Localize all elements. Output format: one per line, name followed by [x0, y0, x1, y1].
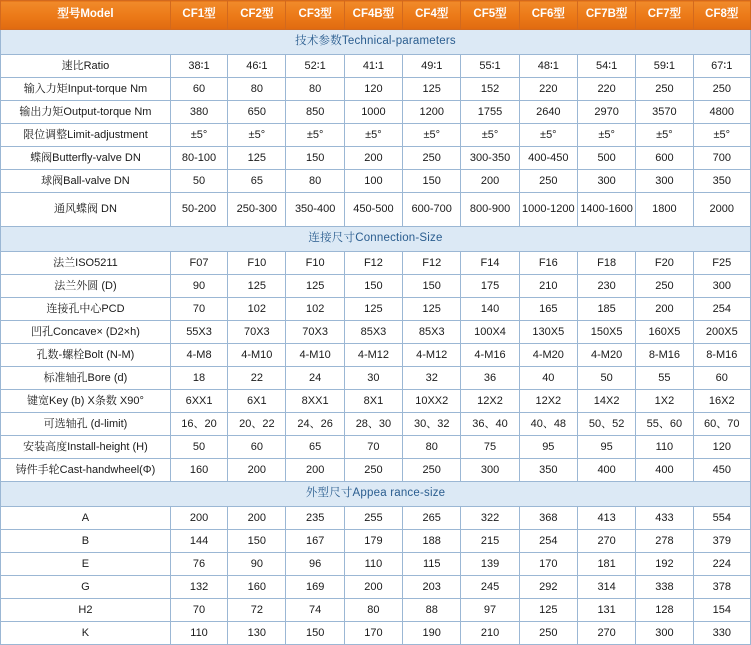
table-body: [1, 1, 751, 645]
cell-3: 125: [286, 275, 344, 298]
cell-10: 67∶1: [693, 55, 750, 78]
cell-5: 1200: [403, 101, 461, 124]
cell-9: 3570: [636, 101, 693, 124]
cell-7: 210: [519, 275, 577, 298]
cell-3: 350-400: [286, 193, 344, 227]
cell-5: 125: [403, 298, 461, 321]
cell-4: 179: [344, 530, 402, 553]
cell-7: 220: [519, 78, 577, 101]
table-row: [1, 252, 751, 275]
header-model-1: CF1型: [170, 1, 227, 30]
cell-5: 600-700: [403, 193, 461, 227]
cell-2: 20、22: [228, 413, 286, 436]
cell-8: 230: [577, 275, 635, 298]
cell-4: 30: [344, 367, 402, 390]
row-label: 通风蝶阀 DN: [1, 193, 171, 227]
cell-2: 200: [228, 507, 286, 530]
cell-1: 18: [170, 367, 227, 390]
cell-9: 200: [636, 298, 693, 321]
cell-8: 220: [577, 78, 635, 101]
row-label: E: [1, 553, 171, 576]
cell-8: 185: [577, 298, 635, 321]
cell-6: 175: [461, 275, 519, 298]
cell-3: 80: [286, 170, 344, 193]
row-label: 安装高度Install-height (H): [1, 436, 171, 459]
cell-10: F25: [693, 252, 750, 275]
cell-5: 250: [403, 147, 461, 170]
cell-6: 139: [461, 553, 519, 576]
cell-6: 152: [461, 78, 519, 101]
row-label: 标准轴孔Bore (d): [1, 367, 171, 390]
table-row: [1, 147, 751, 170]
cell-4: 4-M12: [344, 344, 402, 367]
cell-4: 200: [344, 147, 402, 170]
cell-10: 60、70: [693, 413, 750, 436]
cell-3: 102: [286, 298, 344, 321]
cell-10: 450: [693, 459, 750, 482]
cell-6: 140: [461, 298, 519, 321]
cell-9: 338: [636, 576, 693, 599]
row-label: 铸件手轮Cast-handwheel(Φ): [1, 459, 171, 482]
cell-2: 70X3: [228, 321, 286, 344]
cell-7: 4-M20: [519, 344, 577, 367]
cell-6: 4-M16: [461, 344, 519, 367]
cell-3: 24: [286, 367, 344, 390]
header-model-4: CF4B型: [344, 1, 402, 30]
section-banner-3: [1, 482, 751, 507]
cell-8: 400: [577, 459, 635, 482]
cell-7: 400-450: [519, 147, 577, 170]
cell-5: 115: [403, 553, 461, 576]
cell-6: 200: [461, 170, 519, 193]
cell-8: 131: [577, 599, 635, 622]
cell-7: 48∶1: [519, 55, 577, 78]
table-row: [1, 101, 751, 124]
cell-5: 88: [403, 599, 461, 622]
cell-9: 59∶1: [636, 55, 693, 78]
cell-3: 52∶1: [286, 55, 344, 78]
cell-5: 125: [403, 78, 461, 101]
cell-4: 110: [344, 553, 402, 576]
cell-10: 700: [693, 147, 750, 170]
cell-1: 6XX1: [170, 390, 227, 413]
cell-7: 95: [519, 436, 577, 459]
row-label: 凹孔Concave× (D2×h): [1, 321, 171, 344]
row-label: K: [1, 622, 171, 645]
cell-8: 1400-1600: [577, 193, 635, 227]
cell-5: 49∶1: [403, 55, 461, 78]
row-label: 输出力矩Output-torque Nm: [1, 101, 171, 124]
cell-1: 380: [170, 101, 227, 124]
table-header-row: [1, 1, 751, 30]
table-row: [1, 507, 751, 530]
table-row: [1, 390, 751, 413]
cell-2: 4-M10: [228, 344, 286, 367]
cell-7: 254: [519, 530, 577, 553]
cell-4: 85X3: [344, 321, 402, 344]
cell-9: 433: [636, 507, 693, 530]
cell-7: F16: [519, 252, 577, 275]
cell-2: F10: [228, 252, 286, 275]
cell-9: 400: [636, 459, 693, 482]
cell-10: 120: [693, 436, 750, 459]
cell-3: 850: [286, 101, 344, 124]
row-label: 球阀Ball-valve DN: [1, 170, 171, 193]
cell-3: 235: [286, 507, 344, 530]
cell-9: 250: [636, 275, 693, 298]
cell-7: 165: [519, 298, 577, 321]
section-banner-2: [1, 227, 751, 252]
cell-3: 24、26: [286, 413, 344, 436]
cell-10: 8-M16: [693, 344, 750, 367]
cell-10: 250: [693, 78, 750, 101]
cell-10: 554: [693, 507, 750, 530]
cell-10: ±5°: [693, 124, 750, 147]
cell-4: 41∶1: [344, 55, 402, 78]
table-row: [1, 576, 751, 599]
cell-8: ±5°: [577, 124, 635, 147]
cell-7: 2640: [519, 101, 577, 124]
cell-5: 10XX2: [403, 390, 461, 413]
cell-6: 300: [461, 459, 519, 482]
cell-8: 14X2: [577, 390, 635, 413]
header-model-3: CF3型: [286, 1, 344, 30]
cell-1: 90: [170, 275, 227, 298]
cell-9: 160X5: [636, 321, 693, 344]
cell-4: 450-500: [344, 193, 402, 227]
cell-10: 154: [693, 599, 750, 622]
cell-3: 167: [286, 530, 344, 553]
cell-2: 90: [228, 553, 286, 576]
table-row: [1, 599, 751, 622]
cell-3: ±5°: [286, 124, 344, 147]
cell-1: 80-100: [170, 147, 227, 170]
cell-7: 250: [519, 170, 577, 193]
cell-3: 8XX1: [286, 390, 344, 413]
cell-6: 245: [461, 576, 519, 599]
cell-3: 150: [286, 622, 344, 645]
cell-9: 110: [636, 436, 693, 459]
cell-6: 12X2: [461, 390, 519, 413]
cell-10: 2000: [693, 193, 750, 227]
cell-5: 85X3: [403, 321, 461, 344]
cell-3: 65: [286, 436, 344, 459]
cell-2: 200: [228, 459, 286, 482]
table-row: [1, 55, 751, 78]
cell-6: 36、40: [461, 413, 519, 436]
cell-10: 4800: [693, 101, 750, 124]
cell-6: 100X4: [461, 321, 519, 344]
cell-2: 102: [228, 298, 286, 321]
table-row: [1, 530, 751, 553]
cell-8: 95: [577, 436, 635, 459]
cell-5: 4-M12: [403, 344, 461, 367]
cell-7: 125: [519, 599, 577, 622]
cell-7: 368: [519, 507, 577, 530]
cell-8: 270: [577, 530, 635, 553]
cell-5: 265: [403, 507, 461, 530]
table-row: [1, 344, 751, 367]
cell-3: F10: [286, 252, 344, 275]
header-model-10: CF8型: [693, 1, 750, 30]
cell-6: 210: [461, 622, 519, 645]
cell-1: F07: [170, 252, 227, 275]
cell-1: ±5°: [170, 124, 227, 147]
cell-2: 60: [228, 436, 286, 459]
cell-10: 254: [693, 298, 750, 321]
cell-4: 100: [344, 170, 402, 193]
cell-7: ±5°: [519, 124, 577, 147]
cell-9: 250: [636, 78, 693, 101]
cell-8: 181: [577, 553, 635, 576]
row-label: 限位调整Limit-adjustment: [1, 124, 171, 147]
cell-4: 125: [344, 298, 402, 321]
cell-4: ±5°: [344, 124, 402, 147]
cell-6: 1755: [461, 101, 519, 124]
cell-6: ±5°: [461, 124, 519, 147]
cell-5: 32: [403, 367, 461, 390]
section-title-2: 连接尺寸Connection-Size: [1, 227, 751, 252]
cell-2: 130: [228, 622, 286, 645]
cell-8: 270: [577, 622, 635, 645]
table-row: [1, 413, 751, 436]
cell-5: 150: [403, 170, 461, 193]
cell-10: 300: [693, 275, 750, 298]
cell-6: 97: [461, 599, 519, 622]
cell-7: 350: [519, 459, 577, 482]
cell-10: 379: [693, 530, 750, 553]
cell-8: 150X5: [577, 321, 635, 344]
cell-7: 130X5: [519, 321, 577, 344]
cell-6: 75: [461, 436, 519, 459]
cell-9: 8-M16: [636, 344, 693, 367]
cell-1: 50-200: [170, 193, 227, 227]
cell-7: 1000-1200: [519, 193, 577, 227]
cell-6: F14: [461, 252, 519, 275]
cell-3: 169: [286, 576, 344, 599]
cell-2: 160: [228, 576, 286, 599]
cell-1: 60: [170, 78, 227, 101]
cell-2: 650: [228, 101, 286, 124]
cell-2: 250-300: [228, 193, 286, 227]
cell-8: F18: [577, 252, 635, 275]
cell-1: 4-M8: [170, 344, 227, 367]
cell-5: 250: [403, 459, 461, 482]
row-label: 连接孔中心PCD: [1, 298, 171, 321]
row-label: 蝶阀Butterfly-valve DN: [1, 147, 171, 170]
cell-1: 76: [170, 553, 227, 576]
cell-1: 70: [170, 599, 227, 622]
cell-9: 278: [636, 530, 693, 553]
table-row: [1, 275, 751, 298]
cell-9: 600: [636, 147, 693, 170]
cell-2: 125: [228, 275, 286, 298]
cell-5: 188: [403, 530, 461, 553]
cell-4: 255: [344, 507, 402, 530]
header-model-label: 型号Model: [1, 1, 171, 30]
cell-5: 190: [403, 622, 461, 645]
cell-3: 150: [286, 147, 344, 170]
cell-10: 350: [693, 170, 750, 193]
header-model-7: CF6型: [519, 1, 577, 30]
cell-2: 80: [228, 78, 286, 101]
cell-1: 50: [170, 170, 227, 193]
cell-7: 40: [519, 367, 577, 390]
cell-10: 200X5: [693, 321, 750, 344]
cell-2: 22: [228, 367, 286, 390]
cell-10: 330: [693, 622, 750, 645]
table-row: [1, 124, 751, 147]
cell-4: 70: [344, 436, 402, 459]
cell-5: 150: [403, 275, 461, 298]
cell-2: 6X1: [228, 390, 286, 413]
cell-7: 12X2: [519, 390, 577, 413]
cell-4: F12: [344, 252, 402, 275]
cell-7: 292: [519, 576, 577, 599]
section-banner-1: [1, 30, 751, 55]
table-row: [1, 436, 751, 459]
cell-4: 150: [344, 275, 402, 298]
row-label: 法兰ISO5211: [1, 252, 171, 275]
cell-6: 36: [461, 367, 519, 390]
cell-1: 50: [170, 436, 227, 459]
table-row: [1, 78, 751, 101]
cell-9: 192: [636, 553, 693, 576]
table-row: [1, 193, 751, 227]
cell-4: 28、30: [344, 413, 402, 436]
section-title-3: 外型尺寸Appea rance-size: [1, 482, 751, 507]
cell-6: 55∶1: [461, 55, 519, 78]
cell-4: 200: [344, 576, 402, 599]
cell-4: 1000: [344, 101, 402, 124]
header-model-9: CF7型: [636, 1, 693, 30]
cell-7: 40、48: [519, 413, 577, 436]
header-model-2: CF2型: [228, 1, 286, 30]
cell-9: 1X2: [636, 390, 693, 413]
cell-9: 128: [636, 599, 693, 622]
cell-1: 144: [170, 530, 227, 553]
cell-8: 50: [577, 367, 635, 390]
cell-2: 46∶1: [228, 55, 286, 78]
row-label: G: [1, 576, 171, 599]
cell-2: ±5°: [228, 124, 286, 147]
row-label: 孔数-螺栓Bolt (N-M): [1, 344, 171, 367]
cell-1: 38∶1: [170, 55, 227, 78]
cell-4: 80: [344, 599, 402, 622]
cell-4: 8X1: [344, 390, 402, 413]
header-model-6: CF5型: [461, 1, 519, 30]
cell-3: 4-M10: [286, 344, 344, 367]
cell-5: ±5°: [403, 124, 461, 147]
row-label: 法兰外圆 (D): [1, 275, 171, 298]
cell-1: 132: [170, 576, 227, 599]
cell-3: 200: [286, 459, 344, 482]
row-label: 输入力矩Input-torque Nm: [1, 78, 171, 101]
table-row: [1, 321, 751, 344]
section-title-1: 技术参数Technical-parameters: [1, 30, 751, 55]
cell-8: 314: [577, 576, 635, 599]
cell-4: 170: [344, 622, 402, 645]
cell-2: 150: [228, 530, 286, 553]
header-model-8: CF7B型: [577, 1, 635, 30]
cell-3: 74: [286, 599, 344, 622]
cell-1: 200: [170, 507, 227, 530]
cell-7: 170: [519, 553, 577, 576]
cell-4: 250: [344, 459, 402, 482]
row-label: 可选轴孔 (d-limit): [1, 413, 171, 436]
row-label: 键宽Key (b) X条数 X90°: [1, 390, 171, 413]
cell-9: 55: [636, 367, 693, 390]
cell-6: 215: [461, 530, 519, 553]
cell-4: 120: [344, 78, 402, 101]
cell-2: 72: [228, 599, 286, 622]
table-row: [1, 553, 751, 576]
cell-1: 70: [170, 298, 227, 321]
table-row: [1, 170, 751, 193]
cell-8: 413: [577, 507, 635, 530]
cell-8: 2970: [577, 101, 635, 124]
cell-9: 55、60: [636, 413, 693, 436]
cell-8: 500: [577, 147, 635, 170]
cell-5: F12: [403, 252, 461, 275]
cell-5: 30、32: [403, 413, 461, 436]
cell-2: 125: [228, 147, 286, 170]
cell-3: 96: [286, 553, 344, 576]
cell-10: 378: [693, 576, 750, 599]
row-label: H2: [1, 599, 171, 622]
table-row: [1, 367, 751, 390]
table-row: [1, 298, 751, 321]
cell-9: ±5°: [636, 124, 693, 147]
table-row: [1, 459, 751, 482]
cell-10: 224: [693, 553, 750, 576]
cell-9: 1800: [636, 193, 693, 227]
cell-6: 300-350: [461, 147, 519, 170]
cell-8: 54∶1: [577, 55, 635, 78]
cell-5: 80: [403, 436, 461, 459]
cell-9: 300: [636, 170, 693, 193]
row-label: 速比Ratio: [1, 55, 171, 78]
cell-6: 800-900: [461, 193, 519, 227]
cell-3: 70X3: [286, 321, 344, 344]
cell-9: 300: [636, 622, 693, 645]
cell-10: 60: [693, 367, 750, 390]
cell-3: 80: [286, 78, 344, 101]
cell-6: 322: [461, 507, 519, 530]
header-model-5: CF4型: [403, 1, 461, 30]
cell-10: 16X2: [693, 390, 750, 413]
cell-1: 55X3: [170, 321, 227, 344]
cell-1: 110: [170, 622, 227, 645]
row-label: A: [1, 507, 171, 530]
cell-8: 300: [577, 170, 635, 193]
cell-1: 16、20: [170, 413, 227, 436]
cell-5: 203: [403, 576, 461, 599]
cell-1: 160: [170, 459, 227, 482]
cell-8: 50、52: [577, 413, 635, 436]
row-label: B: [1, 530, 171, 553]
cell-8: 4-M20: [577, 344, 635, 367]
cell-7: 250: [519, 622, 577, 645]
cell-9: F20: [636, 252, 693, 275]
cell-2: 65: [228, 170, 286, 193]
table-row: [1, 622, 751, 645]
